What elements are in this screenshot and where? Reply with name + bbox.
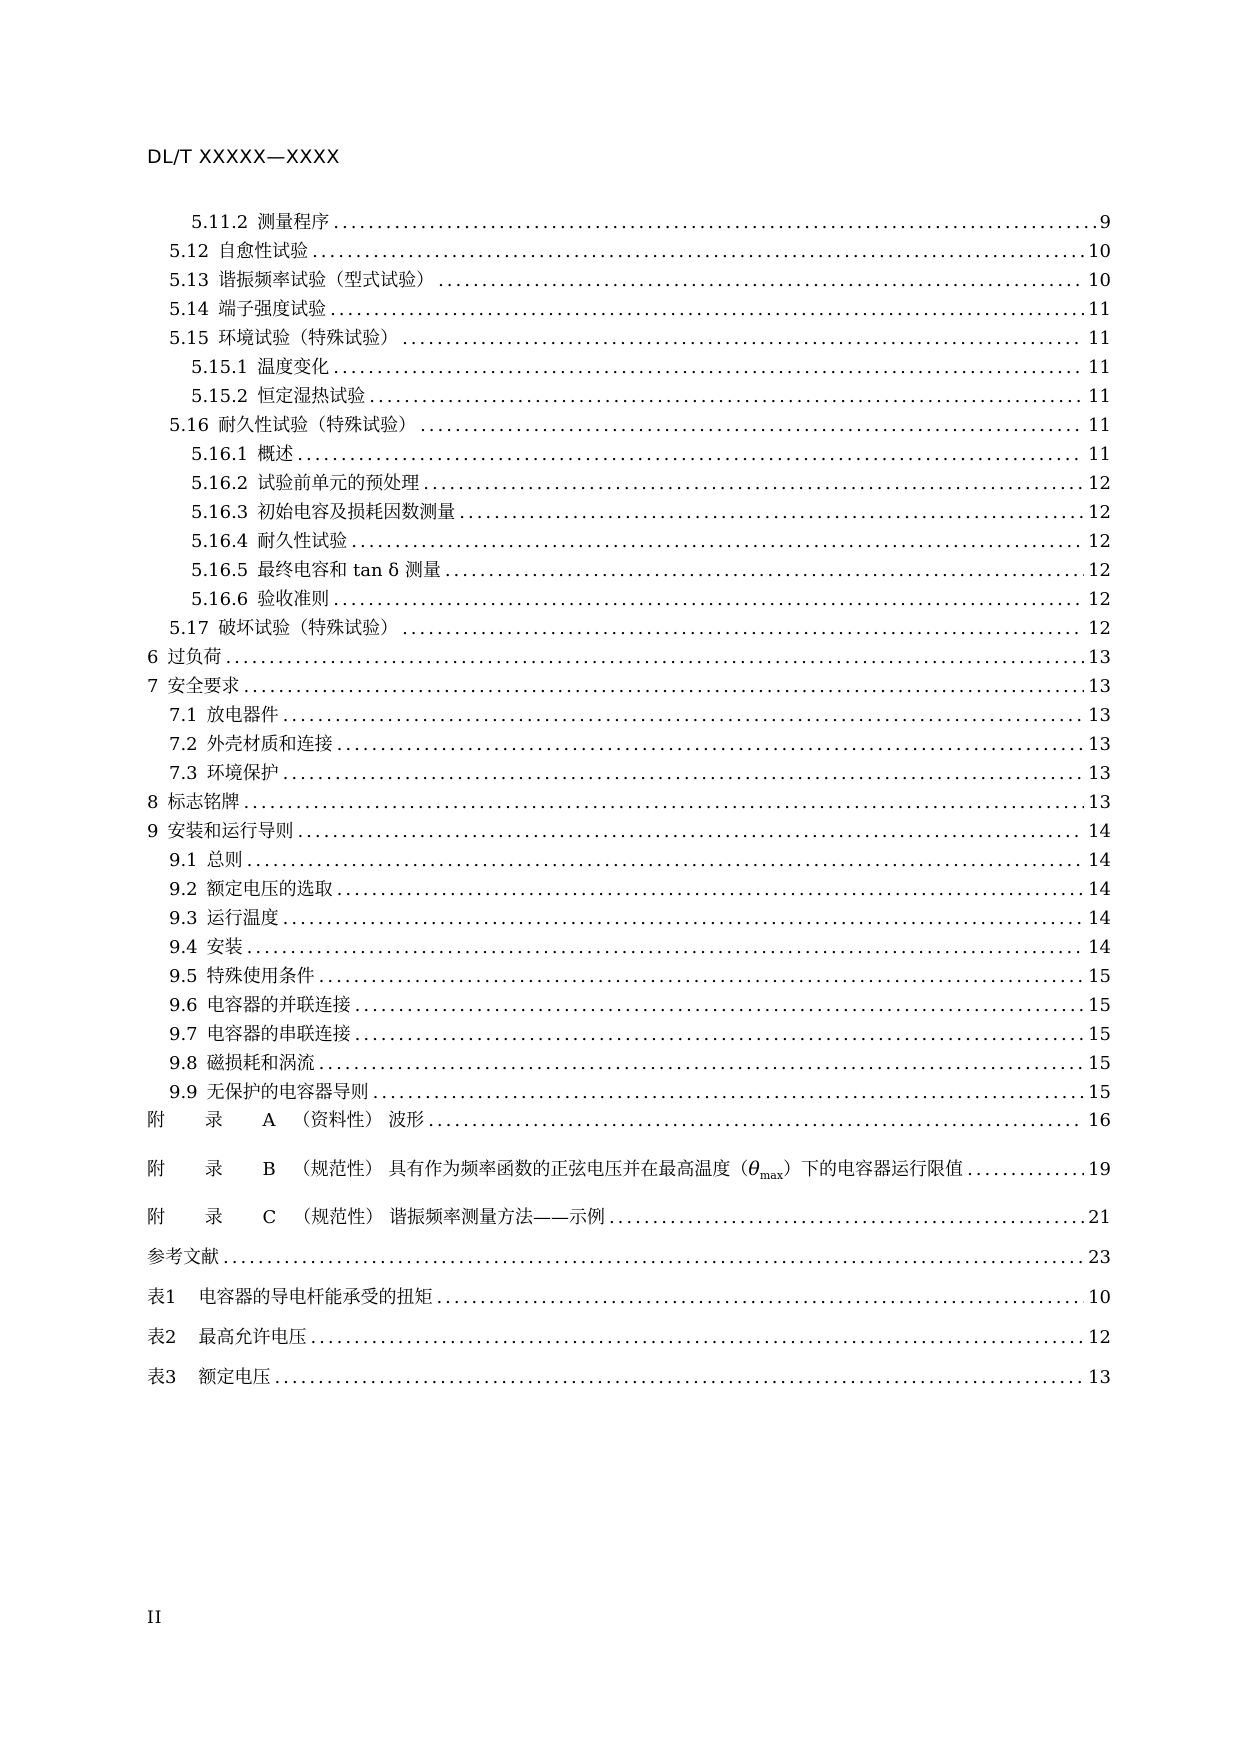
- toc-leader-dots: [402, 616, 1084, 642]
- toc-leader-dots: [247, 848, 1084, 874]
- toc-entry[interactable]: [147, 761, 1111, 787]
- toc-entry[interactable]: [147, 906, 1111, 932]
- toc-entry[interactable]: [147, 239, 1111, 265]
- toc-leader-dots: [402, 326, 1084, 352]
- toc-entry-title: [147, 819, 293, 845]
- toc-entry-number: 9.1: [169, 850, 198, 871]
- toc-entry[interactable]: [147, 877, 1111, 903]
- toc-entry-text: 过负荷: [167, 647, 222, 668]
- toc-entry-text: 特殊使用条件: [206, 966, 315, 987]
- toc-page-number: 11: [1088, 357, 1111, 378]
- toc-annex-title: [147, 1156, 963, 1189]
- toc-page-number: 12: [1088, 473, 1111, 494]
- toc-entry-number: 7.3: [169, 763, 198, 784]
- toc-entry[interactable]: [147, 1080, 1111, 1106]
- table-label: 表1: [147, 1287, 177, 1308]
- toc-entry-text: 安全要求: [167, 676, 240, 697]
- toc-entry-text: 概述: [257, 444, 294, 465]
- theta-subscript: max: [759, 1169, 784, 1182]
- toc-entry-title: [191, 529, 347, 555]
- toc-entry-number: 9.3: [169, 908, 198, 929]
- toc-entry-number: 5.13: [169, 270, 210, 291]
- toc-entry[interactable]: [147, 558, 1111, 584]
- toc-entry-text: 环境保护: [206, 763, 279, 784]
- toc-page-number: 10: [1088, 241, 1111, 262]
- annex-label: 附 录 C: [147, 1207, 294, 1228]
- toc-entry-title: [169, 297, 326, 323]
- toc-entry-number: 5.15.2: [191, 386, 249, 407]
- toc-entry[interactable]: [147, 848, 1111, 874]
- toc-entry[interactable]: [147, 645, 1111, 671]
- toc-leader-dots: [459, 500, 1084, 526]
- toc-entry-number: 5.16.3: [191, 502, 249, 523]
- toc-entry-number: 6: [147, 647, 159, 668]
- toc-entry-number: 9.4: [169, 937, 198, 958]
- toc-entry-title: [147, 790, 239, 816]
- toc-entry-title: [169, 877, 333, 903]
- annex-title-after: ）下的电容器运行限值: [783, 1159, 964, 1180]
- annex-kind: （规范性）: [293, 1207, 384, 1228]
- toc-leader-dots: [297, 442, 1084, 468]
- toc-leader-dots: [355, 1022, 1084, 1048]
- toc-page-number: 13: [1088, 676, 1111, 697]
- toc-entry-title: [169, 732, 333, 758]
- toc-entry-text: 电容器的串联连接: [206, 1024, 351, 1045]
- toc-page-number: 23: [1088, 1247, 1111, 1268]
- toc-page-number: 13: [1088, 1367, 1111, 1388]
- toc-entry-text: 验收准则: [257, 589, 330, 610]
- toc-entry-number: 7: [147, 676, 159, 697]
- toc-leader-dots: [243, 790, 1084, 816]
- annex-title: 波形: [388, 1110, 425, 1131]
- toc-entry-text: 放电器件: [206, 705, 279, 726]
- toc-entry-text: 总则: [206, 850, 243, 871]
- toc-table-entry[interactable]: [147, 1285, 1111, 1311]
- toc-entry-number: 5.14: [169, 299, 210, 320]
- toc-table-title: [147, 1325, 306, 1351]
- toc-leader-dots: [274, 1365, 1084, 1391]
- toc-page-number: 13: [1088, 763, 1111, 784]
- toc-entry-title: [191, 587, 329, 613]
- toc-page-number: 12: [1088, 589, 1111, 610]
- toc-entry-number: 5.16: [169, 415, 210, 436]
- toc-page-number: 13: [1088, 792, 1111, 813]
- toc-entry-text: 测量程序: [257, 212, 330, 233]
- toc-entry[interactable]: [147, 384, 1111, 410]
- toc-entry-text: 自愈性试验: [218, 241, 309, 262]
- toc-entry-text: 破坏试验（特殊试验）: [218, 618, 399, 639]
- toc-page-number: 13: [1088, 647, 1111, 668]
- toc-leader-dots: [330, 297, 1084, 323]
- toc-entry[interactable]: [147, 964, 1111, 990]
- annex-title: 谐振频率测量方法——示例: [388, 1207, 605, 1228]
- toc-page-number: 12: [1088, 531, 1111, 552]
- toc-entry-title: [191, 500, 455, 526]
- toc-entry-title: [169, 326, 398, 352]
- annex-title-before: 具有作为频率函数的正弦电压并在最高温度（: [388, 1159, 749, 1180]
- toc-leader-dots: [428, 1108, 1084, 1134]
- toc-entry-number: 9.7: [169, 1024, 198, 1045]
- table-title-text: 额定电压: [198, 1367, 271, 1388]
- toc-entry-number: 9.9: [169, 1082, 198, 1103]
- toc-entry-number: 9.6: [169, 995, 198, 1016]
- toc-entry-title: [147, 645, 221, 671]
- toc-leader-dots: [283, 703, 1084, 729]
- toc-entry-text: 试验前单元的预处理: [257, 473, 420, 494]
- toc-entry-title: [169, 239, 308, 265]
- toc-leader-dots: [297, 819, 1084, 845]
- toc-entry-title: [169, 964, 315, 990]
- table-title-text: 电容器的导电杆能承受的扭矩: [198, 1287, 433, 1308]
- toc-annex-title: [147, 1205, 605, 1231]
- toc-entry-title: [191, 558, 441, 584]
- toc-leader-dots: [333, 355, 1084, 381]
- toc-leader-dots: [223, 1245, 1084, 1271]
- toc-entry[interactable]: [147, 674, 1111, 700]
- toc-entry-text: 耐久性试验: [257, 531, 348, 552]
- toc-leader-dots: [312, 239, 1084, 265]
- toc-entry-number: 5.16.2: [191, 473, 249, 494]
- toc-page-number: 13: [1088, 705, 1111, 726]
- annex-kind: （规范性）: [292, 1159, 383, 1180]
- toc-entry[interactable]: [147, 442, 1111, 468]
- toc-page-number: 15: [1088, 966, 1111, 987]
- toc-page-number: 15: [1088, 1053, 1111, 1074]
- toc-leader-dots: [445, 558, 1084, 584]
- toc-entry-number: 9.8: [169, 1053, 198, 1074]
- toc-entry[interactable]: [147, 413, 1111, 439]
- toc-entry-title: [169, 993, 351, 1019]
- toc-page-number: 16: [1088, 1110, 1111, 1131]
- toc-entry[interactable]: [147, 616, 1111, 642]
- toc-entry[interactable]: [147, 297, 1111, 323]
- toc-entry[interactable]: [147, 703, 1111, 729]
- toc-page-number: 10: [1088, 1287, 1111, 1308]
- toc-entry-number: 9: [147, 821, 159, 842]
- table-label: 表3: [147, 1367, 177, 1388]
- toc-table-entry[interactable]: [147, 1325, 1111, 1351]
- toc-annex-a[interactable]: [147, 1108, 1111, 1134]
- toc-entry[interactable]: [147, 268, 1111, 294]
- toc-entry[interactable]: [147, 471, 1111, 497]
- toc-entry-text: 初始电容及损耗因数测量: [257, 502, 456, 523]
- toc-page-number: 12: [1088, 1327, 1111, 1348]
- toc-entry[interactable]: [147, 819, 1111, 845]
- toc-page-number: 14: [1088, 908, 1111, 929]
- theta-symbol: θ: [748, 1158, 760, 1180]
- toc-entry-text: 外壳材质和连接: [206, 734, 333, 755]
- toc-entry[interactable]: [147, 1022, 1111, 1048]
- toc-page-number: 14: [1088, 879, 1111, 900]
- toc-entry-title: [191, 355, 329, 381]
- toc-entry-text: 最终电容和 tan δ 测量: [257, 560, 441, 581]
- toc-entry[interactable]: [147, 500, 1111, 526]
- toc-entry[interactable]: [147, 993, 1111, 1019]
- toc-references-title: 参考文献: [147, 1247, 219, 1268]
- toc-entry-title: [169, 935, 243, 961]
- toc-page-number: 11: [1088, 328, 1111, 349]
- toc-leader-dots: [333, 587, 1084, 613]
- toc-entry-title: [147, 674, 239, 700]
- toc-page-number: 15: [1088, 1082, 1111, 1103]
- toc-entry-number: 7.1: [169, 705, 198, 726]
- toc-leader-dots: [319, 964, 1084, 990]
- toc-page-number: 11: [1088, 444, 1111, 465]
- toc-entry-text: 环境试验（特殊试验）: [218, 328, 399, 349]
- toc-leader-dots: [351, 529, 1084, 555]
- toc-leader-dots: [333, 210, 1095, 236]
- toc-leader-dots: [967, 1157, 1084, 1183]
- toc-page-number: 11: [1088, 386, 1111, 407]
- table-label: 表2: [147, 1327, 177, 1348]
- toc-entry-text: 安装: [206, 937, 243, 958]
- toc-table-title: [147, 1285, 432, 1311]
- toc-entry-number: 5.11.2: [191, 212, 249, 233]
- toc-entry-number: 5.16.1: [191, 444, 249, 465]
- annex-kind: （资料性）: [292, 1110, 383, 1131]
- toc-leader-dots: [355, 993, 1084, 1019]
- toc-entry-text: 温度变化: [257, 357, 330, 378]
- toc-page-number: 11: [1088, 299, 1111, 320]
- annex-label: 附 录 B: [147, 1159, 293, 1180]
- toc-page-number: 9: [1099, 212, 1111, 233]
- toc-entry-title: [191, 471, 419, 497]
- toc-leader-dots: [243, 674, 1084, 700]
- toc-entry-number: 5.16.5: [191, 560, 249, 581]
- toc-entry-text: 端子强度试验: [218, 299, 327, 320]
- toc-entry-number: 7.2: [169, 734, 198, 755]
- toc-table-title: [147, 1365, 270, 1391]
- toc-leader-dots: [283, 906, 1084, 932]
- toc-entry-number: 8: [147, 792, 159, 813]
- toc-leader-dots: [337, 877, 1084, 903]
- toc-entry[interactable]: [147, 326, 1111, 352]
- toc-page-number: 12: [1088, 560, 1111, 581]
- toc-leader-dots: [319, 1051, 1084, 1077]
- toc-leader-dots: [283, 761, 1084, 787]
- toc-page-number: 15: [1088, 1024, 1111, 1045]
- table-title-text: 最高允许电压: [198, 1327, 307, 1348]
- toc-entry-number: 9.5: [169, 966, 198, 987]
- toc-entry-number: 5.16.4: [191, 531, 249, 552]
- toc-entry-title: [169, 268, 434, 294]
- toc-entry-title: [191, 210, 329, 236]
- toc-entry-title: [169, 761, 279, 787]
- toc-entry-text: 谐振频率试验（型式试验）: [218, 270, 435, 291]
- toc-entry-number: 5.16.6: [191, 589, 249, 610]
- toc-entry-number: 5.17: [169, 618, 210, 639]
- toc-leader-dots: [369, 384, 1084, 410]
- toc-entry[interactable]: [147, 732, 1111, 758]
- toc-leader-dots: [247, 935, 1084, 961]
- toc-entry-title: [191, 384, 365, 410]
- toc-page-number: 19: [1088, 1159, 1111, 1180]
- toc-entry-number: 5.15: [169, 328, 210, 349]
- toc-leader-dots: [438, 268, 1084, 294]
- toc-page-number: 13: [1088, 734, 1111, 755]
- toc-entry[interactable]: [147, 529, 1111, 555]
- toc-entry[interactable]: [147, 790, 1111, 816]
- toc-annex-c[interactable]: [147, 1205, 1111, 1231]
- toc-entry-text: 恒定湿热试验: [257, 386, 366, 407]
- toc-entry-title: [169, 848, 243, 874]
- toc-page-number: 12: [1088, 502, 1111, 523]
- toc-entry-title: [169, 906, 279, 932]
- toc-page-number: 12: [1088, 618, 1111, 639]
- toc-leader-dots: [337, 732, 1084, 758]
- page-number: II: [147, 1608, 163, 1628]
- toc-leader-dots: [420, 413, 1084, 439]
- toc-leader-dots: [436, 1285, 1084, 1311]
- toc-entry-text: 安装和运行导则: [167, 821, 294, 842]
- toc-page-number: 14: [1088, 850, 1111, 871]
- toc-entry-text: 运行温度: [206, 908, 279, 929]
- toc-entry-text: 额定电压的选取: [206, 879, 333, 900]
- document-code-header: DL/T XXXXX—XXXX: [147, 146, 340, 168]
- annex-label: 附 录 A: [147, 1110, 293, 1131]
- toc-entry-text: 标志铭牌: [167, 792, 240, 813]
- toc-references[interactable]: [147, 1245, 1111, 1271]
- toc-entry-text: 无保护的电容器导则: [206, 1082, 369, 1103]
- toc-annex-title: [147, 1108, 424, 1134]
- toc-page-number: 15: [1088, 995, 1111, 1016]
- toc-entry-title: [191, 442, 293, 468]
- toc-page-number: 10: [1088, 270, 1111, 291]
- toc-entry-title: [169, 616, 398, 642]
- toc-entry[interactable]: [147, 1051, 1111, 1077]
- toc-entry-title: [169, 1080, 369, 1106]
- toc-page-number: 11: [1088, 415, 1111, 436]
- toc-entry-title: [169, 1022, 351, 1048]
- toc-page-number: 21: [1088, 1207, 1111, 1228]
- toc-entry[interactable]: [147, 210, 1111, 236]
- toc-entry-text: 电容器的并联连接: [206, 995, 351, 1016]
- toc-leader-dots: [225, 645, 1084, 671]
- toc-entry-number: 5.15.1: [191, 357, 249, 378]
- toc-entry-title: [169, 1051, 315, 1077]
- toc-entry[interactable]: [147, 587, 1111, 613]
- toc-leader-dots: [609, 1205, 1084, 1231]
- toc-page-number: 14: [1088, 937, 1111, 958]
- toc-entry-text: 耐久性试验（特殊试验）: [218, 415, 417, 436]
- toc-entry-title: [169, 703, 279, 729]
- toc-entry-title: [169, 413, 416, 439]
- toc-entry-number: 9.2: [169, 879, 198, 900]
- toc-entry[interactable]: [147, 355, 1111, 381]
- toc-page-number: 14: [1088, 821, 1111, 842]
- toc-leader-dots: [373, 1080, 1084, 1106]
- toc-entry[interactable]: [147, 935, 1111, 961]
- toc-entry-number: 5.12: [169, 241, 210, 262]
- toc-entry-text: 磁损耗和涡流: [206, 1053, 315, 1074]
- toc-leader-dots: [423, 471, 1084, 497]
- toc-leader-dots: [310, 1325, 1084, 1351]
- toc-annex-b[interactable]: [147, 1156, 1111, 1182]
- toc-table-entry[interactable]: [147, 1365, 1111, 1391]
